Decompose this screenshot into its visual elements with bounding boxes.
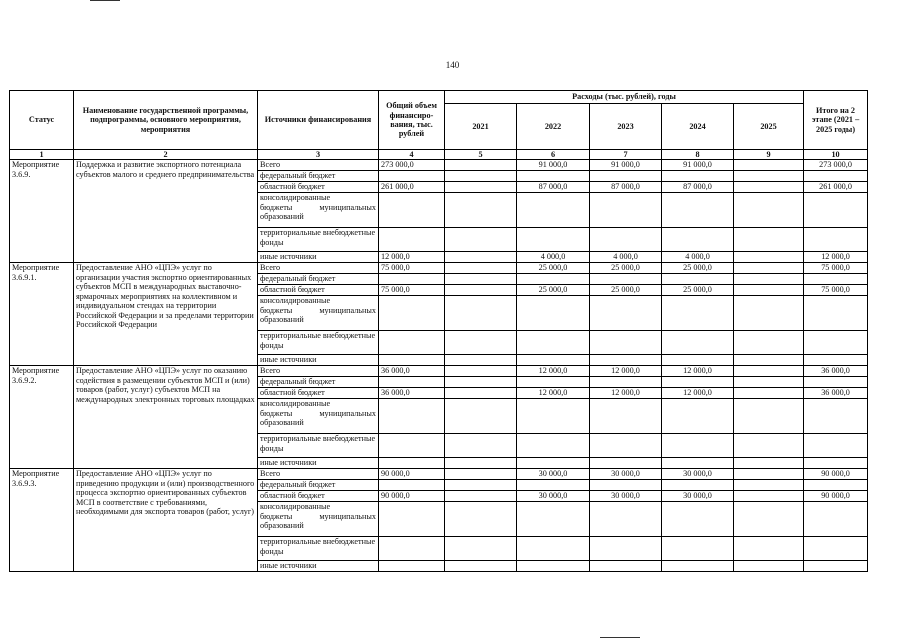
table-row	[10, 469, 868, 480]
value-cell	[734, 502, 804, 537]
value-cell	[590, 193, 662, 228]
table-row	[10, 160, 868, 171]
source-label: консолидированные	[260, 399, 331, 409]
value-cell	[379, 458, 445, 469]
value-cell	[590, 377, 662, 388]
source-total: Всего	[258, 160, 379, 171]
value-cell	[662, 377, 734, 388]
value-cell	[662, 502, 734, 537]
header-total-volume: Общий объем финансиро-вания, тыс. рублей	[379, 91, 445, 150]
source-label: муниципальных	[319, 511, 376, 521]
value-cell	[517, 331, 590, 355]
value-cell	[804, 399, 868, 434]
value-cell	[734, 399, 804, 434]
source-label: образований	[260, 418, 304, 428]
value-cell	[445, 399, 517, 434]
source-territorial: территориальные внебюджетные фонды	[258, 537, 379, 561]
value-cell	[517, 399, 590, 434]
value-cell: 36 000,0	[379, 388, 445, 399]
value-cell: 75 000,0	[379, 263, 445, 274]
source-label: образований	[260, 315, 304, 325]
value-cell	[445, 434, 517, 458]
value-cell	[445, 228, 517, 252]
value-cell	[734, 331, 804, 355]
value-cell	[445, 193, 517, 228]
value-cell: 25 000,0	[662, 263, 734, 274]
scan-mark	[600, 637, 640, 638]
value-cell	[445, 561, 517, 572]
value-cell	[734, 491, 804, 502]
value-cell	[804, 480, 868, 491]
activity-status: Мероприятие 3.6.9.	[10, 160, 74, 263]
value-cell	[517, 228, 590, 252]
value-cell: 4 000,0	[662, 252, 734, 263]
value-cell: 12 000,0	[590, 388, 662, 399]
value-cell	[662, 480, 734, 491]
column-number: 8	[662, 150, 734, 160]
column-number: 1	[10, 150, 74, 160]
header-name: Наименование государственной программы, подпрограммы, основного мероприятия, мероприятия	[74, 91, 258, 150]
value-cell	[662, 355, 734, 366]
source-other: иные источники	[258, 355, 379, 366]
value-cell: 30 000,0	[662, 491, 734, 502]
value-cell	[734, 434, 804, 458]
value-cell	[517, 296, 590, 331]
value-cell: 12 000,0	[517, 388, 590, 399]
source-territorial: территориальные внебюджетные фонды	[258, 228, 379, 252]
value-cell	[445, 502, 517, 537]
table-row	[10, 366, 868, 377]
value-cell	[517, 561, 590, 572]
source-total: Всего	[258, 263, 379, 274]
value-cell	[734, 561, 804, 572]
value-cell	[379, 193, 445, 228]
value-cell	[445, 480, 517, 491]
value-cell: 25 000,0	[662, 285, 734, 296]
value-cell	[590, 480, 662, 491]
activity-status: Мероприятие 3.6.9.3.	[10, 469, 74, 572]
source-consolidated	[258, 399, 379, 434]
source-consolidated	[258, 193, 379, 228]
value-cell	[590, 537, 662, 561]
value-cell	[804, 331, 868, 355]
value-cell	[804, 561, 868, 572]
value-cell	[734, 285, 804, 296]
value-cell	[379, 537, 445, 561]
value-cell: 90 000,0	[804, 491, 868, 502]
value-cell: 75 000,0	[379, 285, 445, 296]
activity-name: Предоставление АНО «ЦПЭ» услуг по организации участия экспортно ориентированных субъектов МСП в международных выставочно-ярмарочных мероприятиях на коллективном и индивидуальном стендах на территории Российской Федерации и за пределами территории Российской Федерации	[74, 263, 258, 366]
source-total: Всего	[258, 366, 379, 377]
value-cell	[379, 480, 445, 491]
value-cell	[734, 252, 804, 263]
source-federal: федеральный бюджет	[258, 274, 379, 285]
value-cell	[662, 171, 734, 182]
value-cell	[662, 434, 734, 458]
value-cell	[590, 331, 662, 355]
value-cell: 25 000,0	[590, 285, 662, 296]
column-number: 2	[74, 150, 258, 160]
value-cell	[734, 193, 804, 228]
column-number: 9	[734, 150, 804, 160]
activity-name: Предоставление АНО «ЦПЭ» услуг по оказанию содействия в размещении субъектов МСП и (или) товаров (работ, услуг) субъектов МСП на международных электронных торговых площадках	[74, 366, 258, 469]
value-cell	[445, 537, 517, 561]
column-number: 3	[258, 150, 379, 160]
value-cell: 30 000,0	[590, 491, 662, 502]
value-cell	[662, 228, 734, 252]
value-cell: 273 000,0	[379, 160, 445, 171]
value-cell: 12 000,0	[804, 252, 868, 263]
source-label: консолидированные	[260, 296, 331, 306]
value-cell	[662, 537, 734, 561]
value-cell	[734, 296, 804, 331]
value-cell	[445, 469, 517, 480]
value-cell	[445, 355, 517, 366]
value-cell	[804, 537, 868, 561]
source-label: консолидированные	[260, 502, 331, 512]
value-cell	[517, 434, 590, 458]
value-cell	[445, 366, 517, 377]
source-regional: областной бюджет	[258, 285, 379, 296]
value-cell: 91 000,0	[517, 160, 590, 171]
value-cell	[445, 285, 517, 296]
value-cell	[734, 228, 804, 252]
source-consolidated	[258, 502, 379, 537]
source-total: Всего	[258, 469, 379, 480]
value-cell	[445, 263, 517, 274]
value-cell	[734, 480, 804, 491]
value-cell	[379, 377, 445, 388]
value-cell: 261 000,0	[379, 182, 445, 193]
value-cell	[379, 171, 445, 182]
column-number: 6	[517, 150, 590, 160]
value-cell	[445, 388, 517, 399]
value-cell	[379, 228, 445, 252]
value-cell: 4 000,0	[517, 252, 590, 263]
source-federal: федеральный бюджет	[258, 480, 379, 491]
source-label: бюджеты	[260, 202, 293, 212]
value-cell: 87 000,0	[517, 182, 590, 193]
value-cell	[804, 355, 868, 366]
value-cell	[734, 537, 804, 561]
value-cell	[517, 458, 590, 469]
value-cell	[804, 458, 868, 469]
value-cell	[379, 399, 445, 434]
value-cell	[804, 171, 868, 182]
header-sources: Источники финансирования	[258, 91, 379, 150]
source-label: образований	[260, 212, 304, 222]
value-cell	[734, 388, 804, 399]
value-cell: 273 000,0	[804, 160, 868, 171]
value-cell	[445, 171, 517, 182]
value-cell: 91 000,0	[590, 160, 662, 171]
value-cell: 12 000,0	[590, 366, 662, 377]
table-row	[10, 263, 868, 274]
value-cell	[379, 561, 445, 572]
header-status: Статус	[10, 91, 74, 150]
activity-name: Предоставление АНО «ЦПЭ» услуг по приведению продукции и (или) производственного процесса экспортно ориентированных субъектов МСП в соответствие с требованиями, необходимыми для экспорта товаров (работ, услуг)	[74, 469, 258, 572]
source-label: муниципальных	[319, 305, 376, 315]
value-cell	[662, 296, 734, 331]
source-label-line	[260, 409, 376, 418]
value-cell	[804, 193, 868, 228]
source-federal: федеральный бюджет	[258, 171, 379, 182]
header-year: 2025	[734, 104, 804, 150]
value-cell	[379, 296, 445, 331]
value-cell	[590, 274, 662, 285]
value-cell	[445, 458, 517, 469]
value-cell	[804, 228, 868, 252]
activity-status: Мероприятие 3.6.9.1.	[10, 263, 74, 366]
value-cell: 30 000,0	[517, 469, 590, 480]
value-cell: 87 000,0	[590, 182, 662, 193]
value-cell	[517, 480, 590, 491]
value-cell: 12 000,0	[662, 388, 734, 399]
activity-name: Поддержка и развитие экспортного потенциала субъектов малого и среднего предпринимательства	[74, 160, 258, 263]
value-cell	[590, 458, 662, 469]
value-cell: 12 000,0	[662, 366, 734, 377]
value-cell	[734, 458, 804, 469]
value-cell	[445, 296, 517, 331]
value-cell	[445, 160, 517, 171]
value-cell: 25 000,0	[590, 263, 662, 274]
value-cell	[662, 331, 734, 355]
value-cell	[590, 355, 662, 366]
value-cell	[379, 434, 445, 458]
column-number-row	[10, 150, 868, 160]
value-cell: 12 000,0	[517, 366, 590, 377]
value-cell	[734, 366, 804, 377]
budget-table	[9, 90, 868, 572]
value-cell	[517, 274, 590, 285]
value-cell: 30 000,0	[517, 491, 590, 502]
value-cell	[804, 502, 868, 537]
header-year: 2021	[445, 104, 517, 150]
value-cell	[734, 171, 804, 182]
value-cell	[590, 171, 662, 182]
value-cell	[445, 182, 517, 193]
value-cell	[517, 171, 590, 182]
value-cell	[804, 274, 868, 285]
header-year: 2022	[517, 104, 590, 150]
source-regional: областной бюджет	[258, 491, 379, 502]
value-cell	[662, 458, 734, 469]
value-cell	[734, 160, 804, 171]
value-cell: 36 000,0	[804, 366, 868, 377]
activity-status: Мероприятие 3.6.9.2.	[10, 366, 74, 469]
source-consolidated	[258, 296, 379, 331]
source-label: бюджеты	[260, 511, 293, 521]
source-label: бюджеты	[260, 408, 293, 418]
value-cell	[590, 399, 662, 434]
value-cell: 90 000,0	[379, 491, 445, 502]
value-cell	[445, 491, 517, 502]
value-cell: 90 000,0	[804, 469, 868, 480]
source-other: иные источники	[258, 252, 379, 263]
header-stage-total: Итого на 2 этапе (2021 – 2025 годы)	[804, 91, 868, 150]
scan-mark	[90, 0, 120, 1]
value-cell	[734, 263, 804, 274]
source-other: иные источники	[258, 458, 379, 469]
source-label: консолидированные	[260, 193, 331, 203]
value-cell	[445, 274, 517, 285]
value-cell	[804, 296, 868, 331]
source-other: иные источники	[258, 561, 379, 572]
value-cell: 30 000,0	[662, 469, 734, 480]
value-cell: 75 000,0	[804, 285, 868, 296]
header-expenses-group: Расходы (тыс. рублей), годы	[445, 91, 804, 104]
value-cell	[445, 377, 517, 388]
column-number: 7	[590, 150, 662, 160]
value-cell	[590, 434, 662, 458]
value-cell	[445, 252, 517, 263]
value-cell: 90 000,0	[379, 469, 445, 480]
source-territorial: территориальные внебюджетные фонды	[258, 434, 379, 458]
value-cell	[734, 469, 804, 480]
value-cell	[734, 182, 804, 193]
column-number: 10	[804, 150, 868, 160]
value-cell	[734, 355, 804, 366]
source-regional: областной бюджет	[258, 182, 379, 193]
source-label: муниципальных	[319, 202, 376, 212]
value-cell	[662, 561, 734, 572]
source-label-line	[260, 512, 376, 521]
source-federal: федеральный бюджет	[258, 377, 379, 388]
column-number: 4	[379, 150, 445, 160]
value-cell	[517, 355, 590, 366]
value-cell	[379, 331, 445, 355]
source-label: бюджеты	[260, 305, 293, 315]
value-cell	[379, 355, 445, 366]
value-cell	[734, 377, 804, 388]
value-cell	[590, 296, 662, 331]
source-label: образований	[260, 521, 304, 531]
value-cell	[804, 434, 868, 458]
value-cell	[734, 274, 804, 285]
value-cell: 75 000,0	[804, 263, 868, 274]
source-territorial: территориальные внебюджетные фонды	[258, 331, 379, 355]
value-cell	[590, 502, 662, 537]
value-cell: 36 000,0	[379, 366, 445, 377]
source-label-line	[260, 203, 376, 212]
value-cell	[517, 193, 590, 228]
value-cell	[517, 377, 590, 388]
source-label-line	[260, 306, 376, 315]
header-year: 2024	[662, 104, 734, 150]
source-label: муниципальных	[319, 408, 376, 418]
value-cell: 87 000,0	[662, 182, 734, 193]
value-cell: 25 000,0	[517, 285, 590, 296]
header-year: 2023	[590, 104, 662, 150]
value-cell	[590, 561, 662, 572]
value-cell	[590, 228, 662, 252]
value-cell	[445, 331, 517, 355]
value-cell: 25 000,0	[517, 263, 590, 274]
value-cell: 12 000,0	[379, 252, 445, 263]
value-cell	[662, 193, 734, 228]
value-cell	[662, 399, 734, 434]
value-cell	[517, 502, 590, 537]
value-cell: 91 000,0	[662, 160, 734, 171]
value-cell	[517, 537, 590, 561]
value-cell	[662, 274, 734, 285]
page-number: 140	[445, 60, 460, 70]
source-regional: областной бюджет	[258, 388, 379, 399]
value-cell	[804, 377, 868, 388]
value-cell: 30 000,0	[590, 469, 662, 480]
value-cell: 4 000,0	[590, 252, 662, 263]
column-number: 5	[445, 150, 517, 160]
value-cell	[379, 274, 445, 285]
value-cell: 261 000,0	[804, 182, 868, 193]
value-cell: 36 000,0	[804, 388, 868, 399]
value-cell	[379, 502, 445, 537]
